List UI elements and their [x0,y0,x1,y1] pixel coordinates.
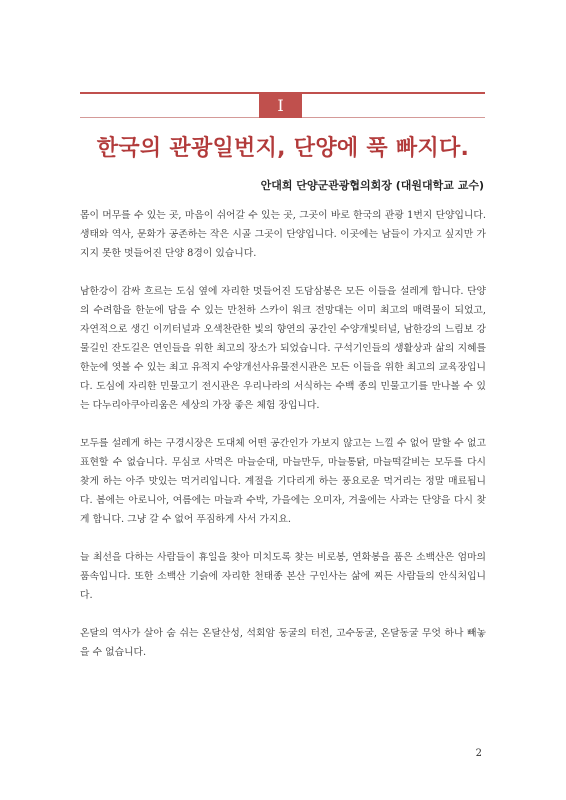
paragraph: 모두를 설레게 하는 구경시장은 도대체 어떤 공간인가 가보지 않고는 느낄 수 없어 말할 수 없고 표현할 수 없습니다. 무심코 사먹은 마늘순대, 마늘만두, 마늘통닭, 마늘떡갈비는 모두를 다시 찾게 하는 아주 맛있는 먹거리입니다. 계절을 기다리게 하는 풍요로운 먹거리는 정말 매료됩니다. 봄에는 아로니아, 여름에는 마늘과 수박, 가을에는 오미자, 겨울에는 사과는 단양을 다시 찾게 합니다. 그냥 갈 수 없어 푸짐하게 사서 가지요. [80,438,486,525]
page-title: 한국의 관광일번지, 단양에 푹 빠지다. [96,136,470,161]
paragraph: 온달의 역사가 살아 숨 쉬는 온달산성, 석회암 동굴의 터전, 고수동굴, 온달동굴 무엇 하나 빼놓을 수 없습니다. [80,628,486,658]
paragraph: 늘 최선을 다하는 사람들이 휴일을 찾아 미치도록 찾는 비로봉, 연화봉을 품은 소백산은 엄마의 품속입니다. 또한 소백산 기슭에 자리한 천태종 본산 구인사는 삶에 찌든 사람들의 안식처입니다. [80,552,486,601]
paragraph: 남한강이 감싸 흐르는 도심 옆에 자리한 멋들어진 도담삼봉은 모든 이들을 설레게 합니다. 단양의 수려함을 한눈에 담을 수 있는 만천하 스카이 워크 전망대는 이미 최고의 매력물이 되었고, 자연적으로 생긴 이끼터널과 오색찬란한 빛의 향연의 공간인 수양개빛터널, 남한강의 느림보 강물길인 잔도길은 연인들을 위한 최고의 장소가 되었습니다. 구석기인들의 생활상과 삶의 지혜를 한눈에 엿볼 수 있는 최고 유적지 수양개선사유물전시관은 모든 이들을 위한 최고의 교육장입니다. 도심에 자리한 민물고기 전시관은 우리나라의 서식하는 수백 종의 민물고기를 만나볼 수 있는 다누리아쿠아리움은 세상의 가장 좋은 체험 장입니다. [80,286,486,411]
chapter-number-badge: I [259,92,302,118]
page-number: 2 [475,748,482,759]
paragraph: 몸이 머무를 수 있는 곳, 마음이 쉬어갈 수 있는 곳, 그곳이 바로 한국의 관광 1번지 단양입니다. 생태와 역사, 문화가 공존하는 작은 시골 그곳이 단양입니다. 이곳에는 남들이 가지고 싶지만 가지지 못한 멋들어진 단양 8경이 있습니다. [80,210,486,259]
article-body [80,206,486,681]
author-line: 안대희 단양군관광협의회장 (대원대학교 교수) [260,179,484,192]
